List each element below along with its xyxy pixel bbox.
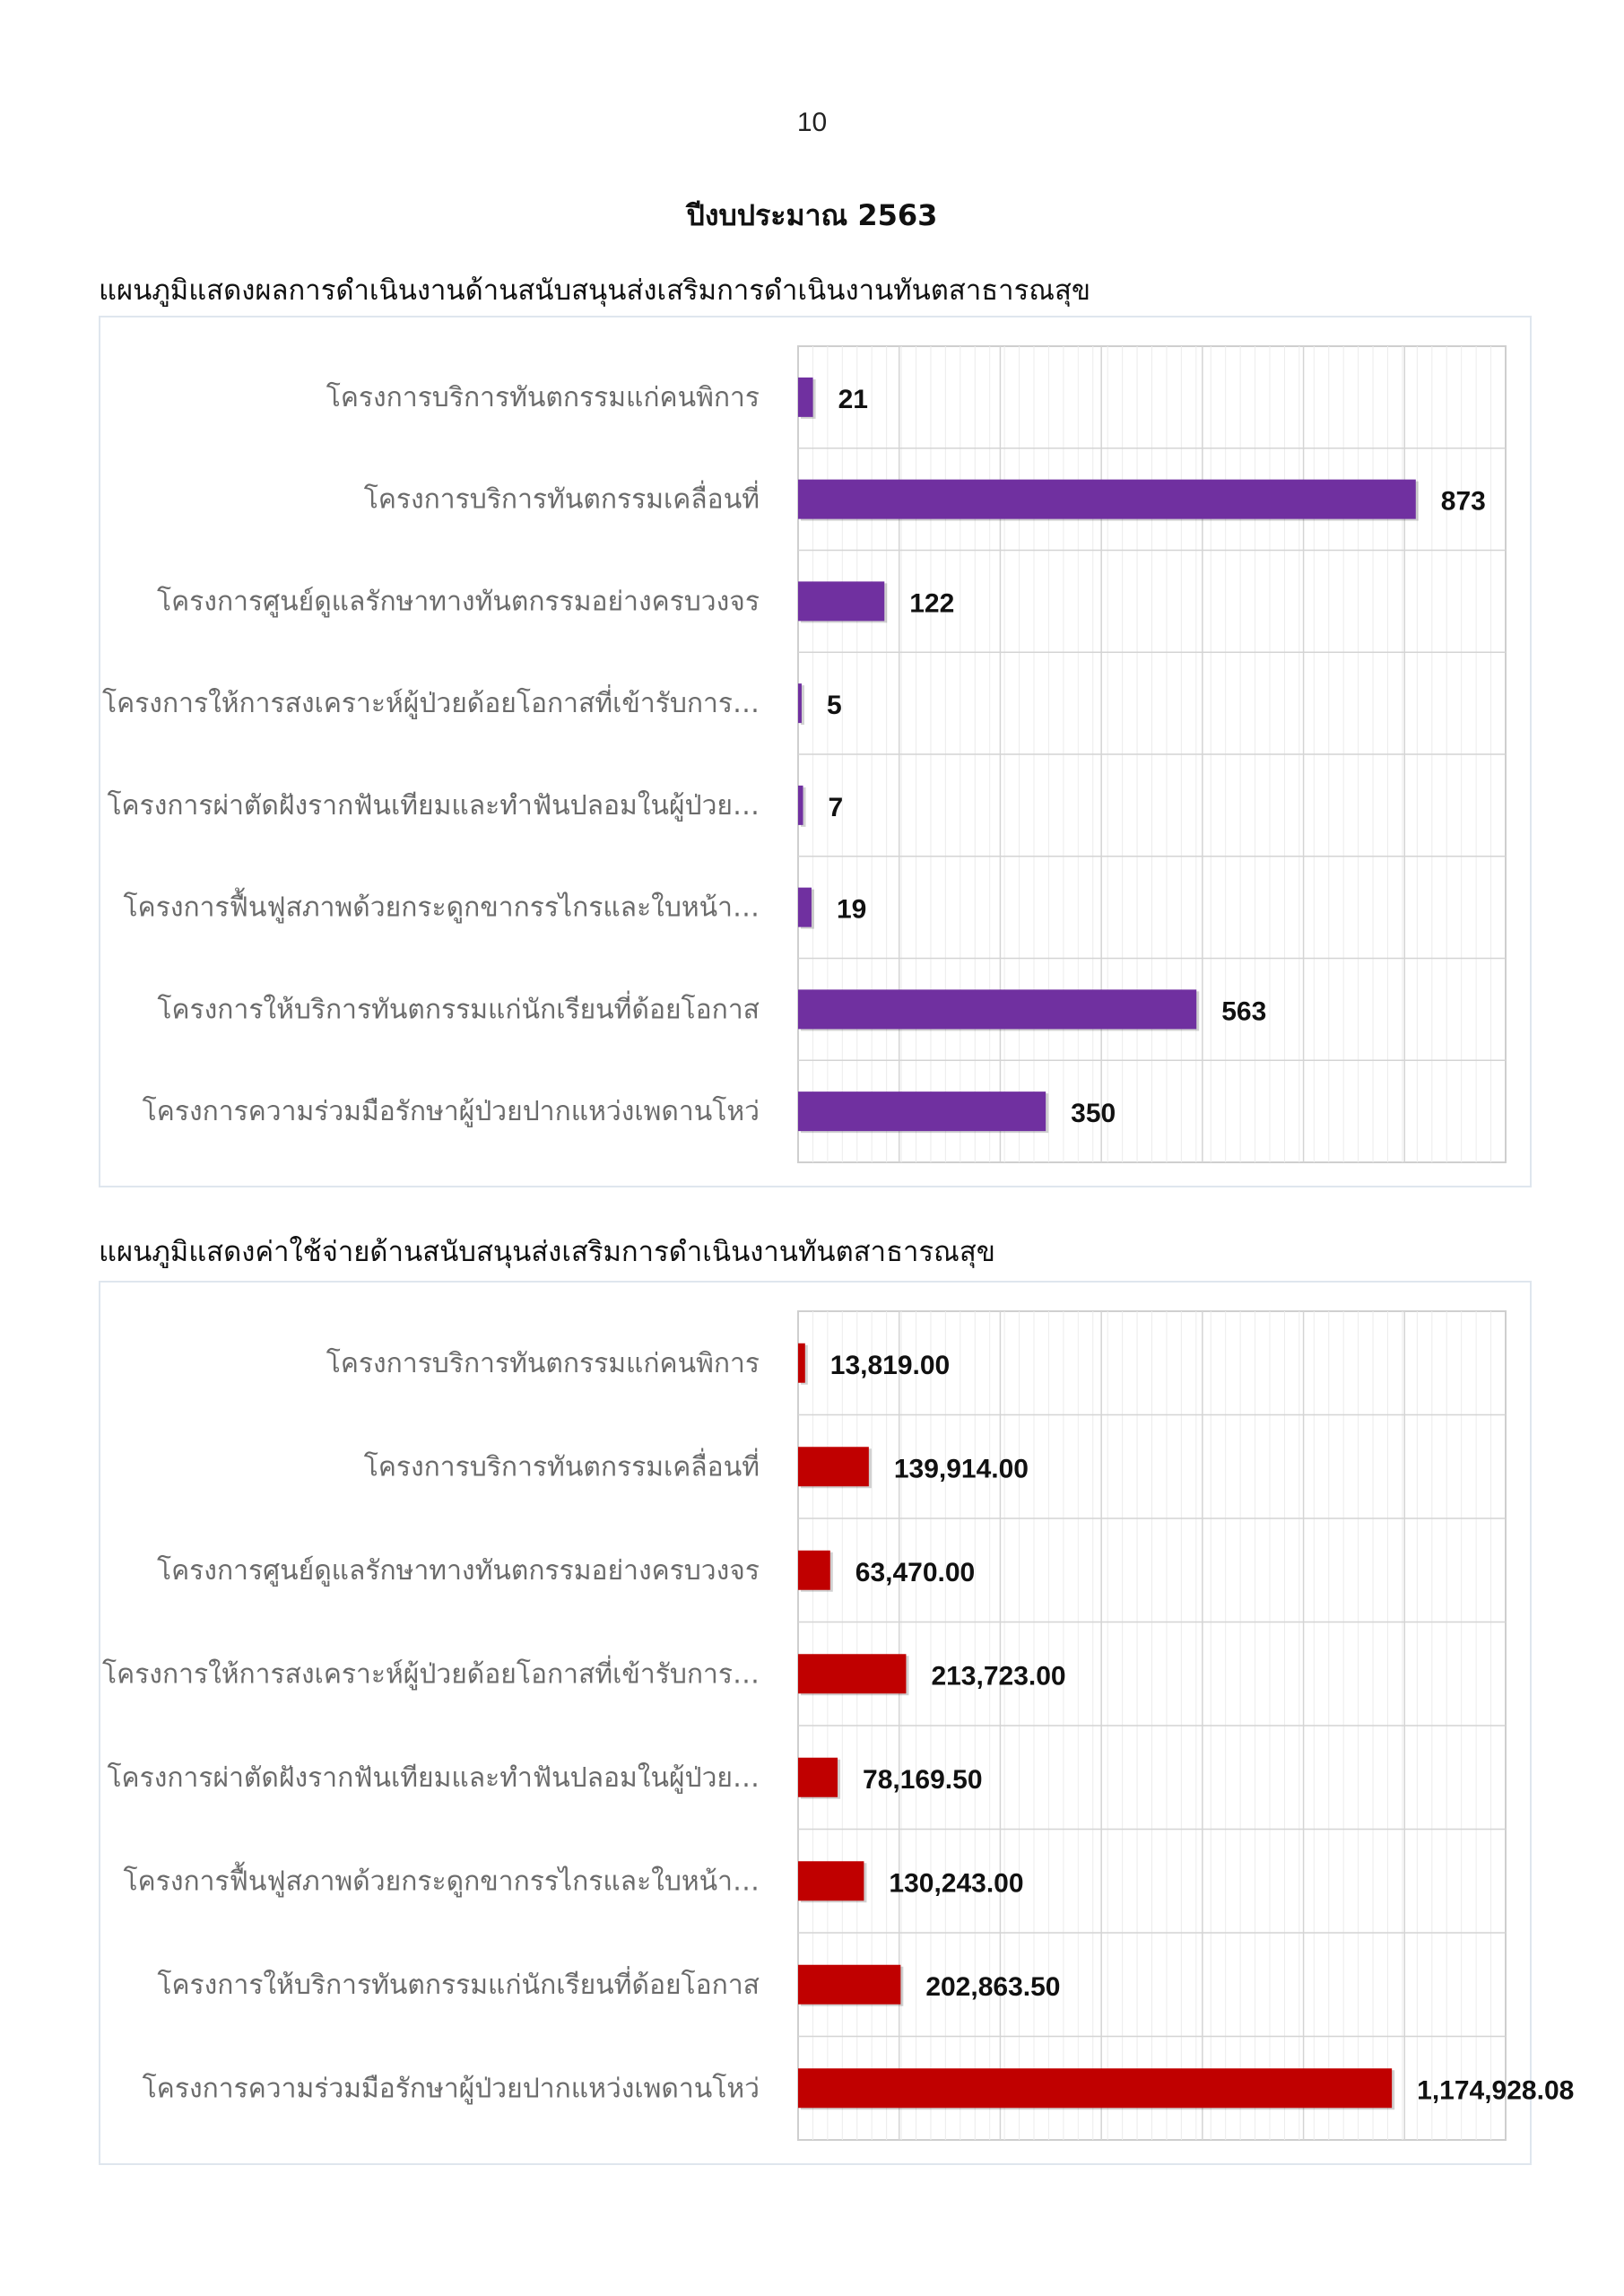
value-label: 7 <box>828 792 844 822</box>
chart-title-results: แผนภูมิแสดงผลการดำเนินงานด้านสนับสนุนส่งเสริมการดำเนินงานทันตสาธารณสุข <box>99 274 1091 307</box>
category-label: โครงการให้การสงเคราะห์ผู้ป่วยด้อยโอกาสที่เข้ารับการ… <box>102 688 760 720</box>
value-label: 19 <box>836 894 867 925</box>
category-label: โครงการให้บริการทันตกรรมแก่นักเรียนที่ด้อยโอกาส <box>157 1969 760 2001</box>
expenses-bar <box>798 1654 906 1693</box>
category-label: โครงการบริการทันตกรรมแก่คนพิการ <box>326 381 760 413</box>
page-number: 10 <box>796 108 828 137</box>
page-heading: ปีงบประมาณ 2563 <box>686 198 938 232</box>
value-label: 563 <box>1221 996 1267 1027</box>
expenses-bar <box>798 1344 805 1383</box>
value-label: 130,243.00 <box>889 1868 1024 1899</box>
results-chart <box>99 316 1532 1187</box>
value-label: 5 <box>826 691 842 721</box>
expenses-bar <box>798 1861 864 1900</box>
results-bar <box>798 683 802 723</box>
value-label: 213,723.00 <box>931 1661 1066 1692</box>
category-label: โครงการผ่าตัดฝังรากฟันเทียมและทำฟันปลอมในผู้ป่วย… <box>107 1761 760 1794</box>
category-label: โครงการความร่วมมือรักษาผู้ป่วยปากแหว่งเพดานโหว่ <box>142 1096 760 1128</box>
value-label: 139,914.00 <box>893 1454 1029 1484</box>
category-label: โครงการให้การสงเคราะห์ผู้ป่วยด้อยโอกาสที่เข้ารับการ… <box>102 1658 760 1691</box>
category-label: โครงการฟื้นฟูสภาพด้วยกระดูกขากรรไกรและใบหน้า… <box>123 1866 760 1898</box>
value-label: 13,819.00 <box>829 1350 951 1380</box>
value-label: 873 <box>1440 486 1486 517</box>
results-bar <box>798 480 1416 519</box>
results-bar <box>798 888 812 927</box>
value-label: 1,174,928.08 <box>1417 2075 1575 2106</box>
expenses-bar <box>798 1965 900 2005</box>
category-label: โครงการศูนย์ดูแลรักษาทางทันตกรรมอย่างครบวงจร <box>157 1554 760 1587</box>
category-label: โครงการให้บริการทันตกรรมแก่นักเรียนที่ด้อยโอกาส <box>157 994 760 1026</box>
expenses-bar <box>798 2068 1392 2108</box>
category-label: โครงการผ่าตัดฝังรากฟันเทียมและทำฟันปลอมในผู้ป่วย… <box>107 789 760 822</box>
results-bar <box>798 378 813 417</box>
value-label: 63,470.00 <box>855 1557 976 1587</box>
expenses-bar <box>798 1447 869 1486</box>
results-bar <box>798 1091 1046 1131</box>
chart-title-expenses: แผนภูมิแสดงค่าใช้จ่ายด้านสนับสนุนส่งเสริมการดำเนินงานทันตสาธารณสุข <box>99 1236 995 1268</box>
results-chart-svg <box>100 317 1533 1189</box>
category-label: โครงการบริการทันตกรรมแก่คนพิการ <box>326 1347 760 1379</box>
category-label: โครงการความร่วมมือรักษาผู้ป่วยปากแหว่งเพดานโหว่ <box>142 2073 760 2105</box>
results-bar <box>798 786 803 825</box>
value-label: 21 <box>838 384 868 414</box>
expenses-bar <box>798 1758 838 1797</box>
category-label: โครงการบริการทันตกรรมเคลื่อนที่ <box>363 483 760 516</box>
value-label: 202,863.50 <box>925 1971 1061 2002</box>
category-label: โครงการศูนย์ดูแลรักษาทางทันตกรรมอย่างครบวงจร <box>157 586 760 618</box>
value-label: 350 <box>1071 1099 1116 1129</box>
expenses-bar <box>798 1551 830 1590</box>
value-label: 78,169.50 <box>863 1764 983 1795</box>
value-label: 122 <box>909 588 955 619</box>
results-bar <box>798 581 884 621</box>
expenses-chart-svg <box>100 1283 1575 2167</box>
results-bar <box>798 989 1196 1029</box>
expenses-chart <box>99 1281 1575 2165</box>
category-label: โครงการบริการทันตกรรมเคลื่อนที่ <box>363 1451 760 1483</box>
category-label: โครงการฟื้นฟูสภาพด้วยกระดูกขากรรไกรและใบหน้า… <box>123 891 760 924</box>
